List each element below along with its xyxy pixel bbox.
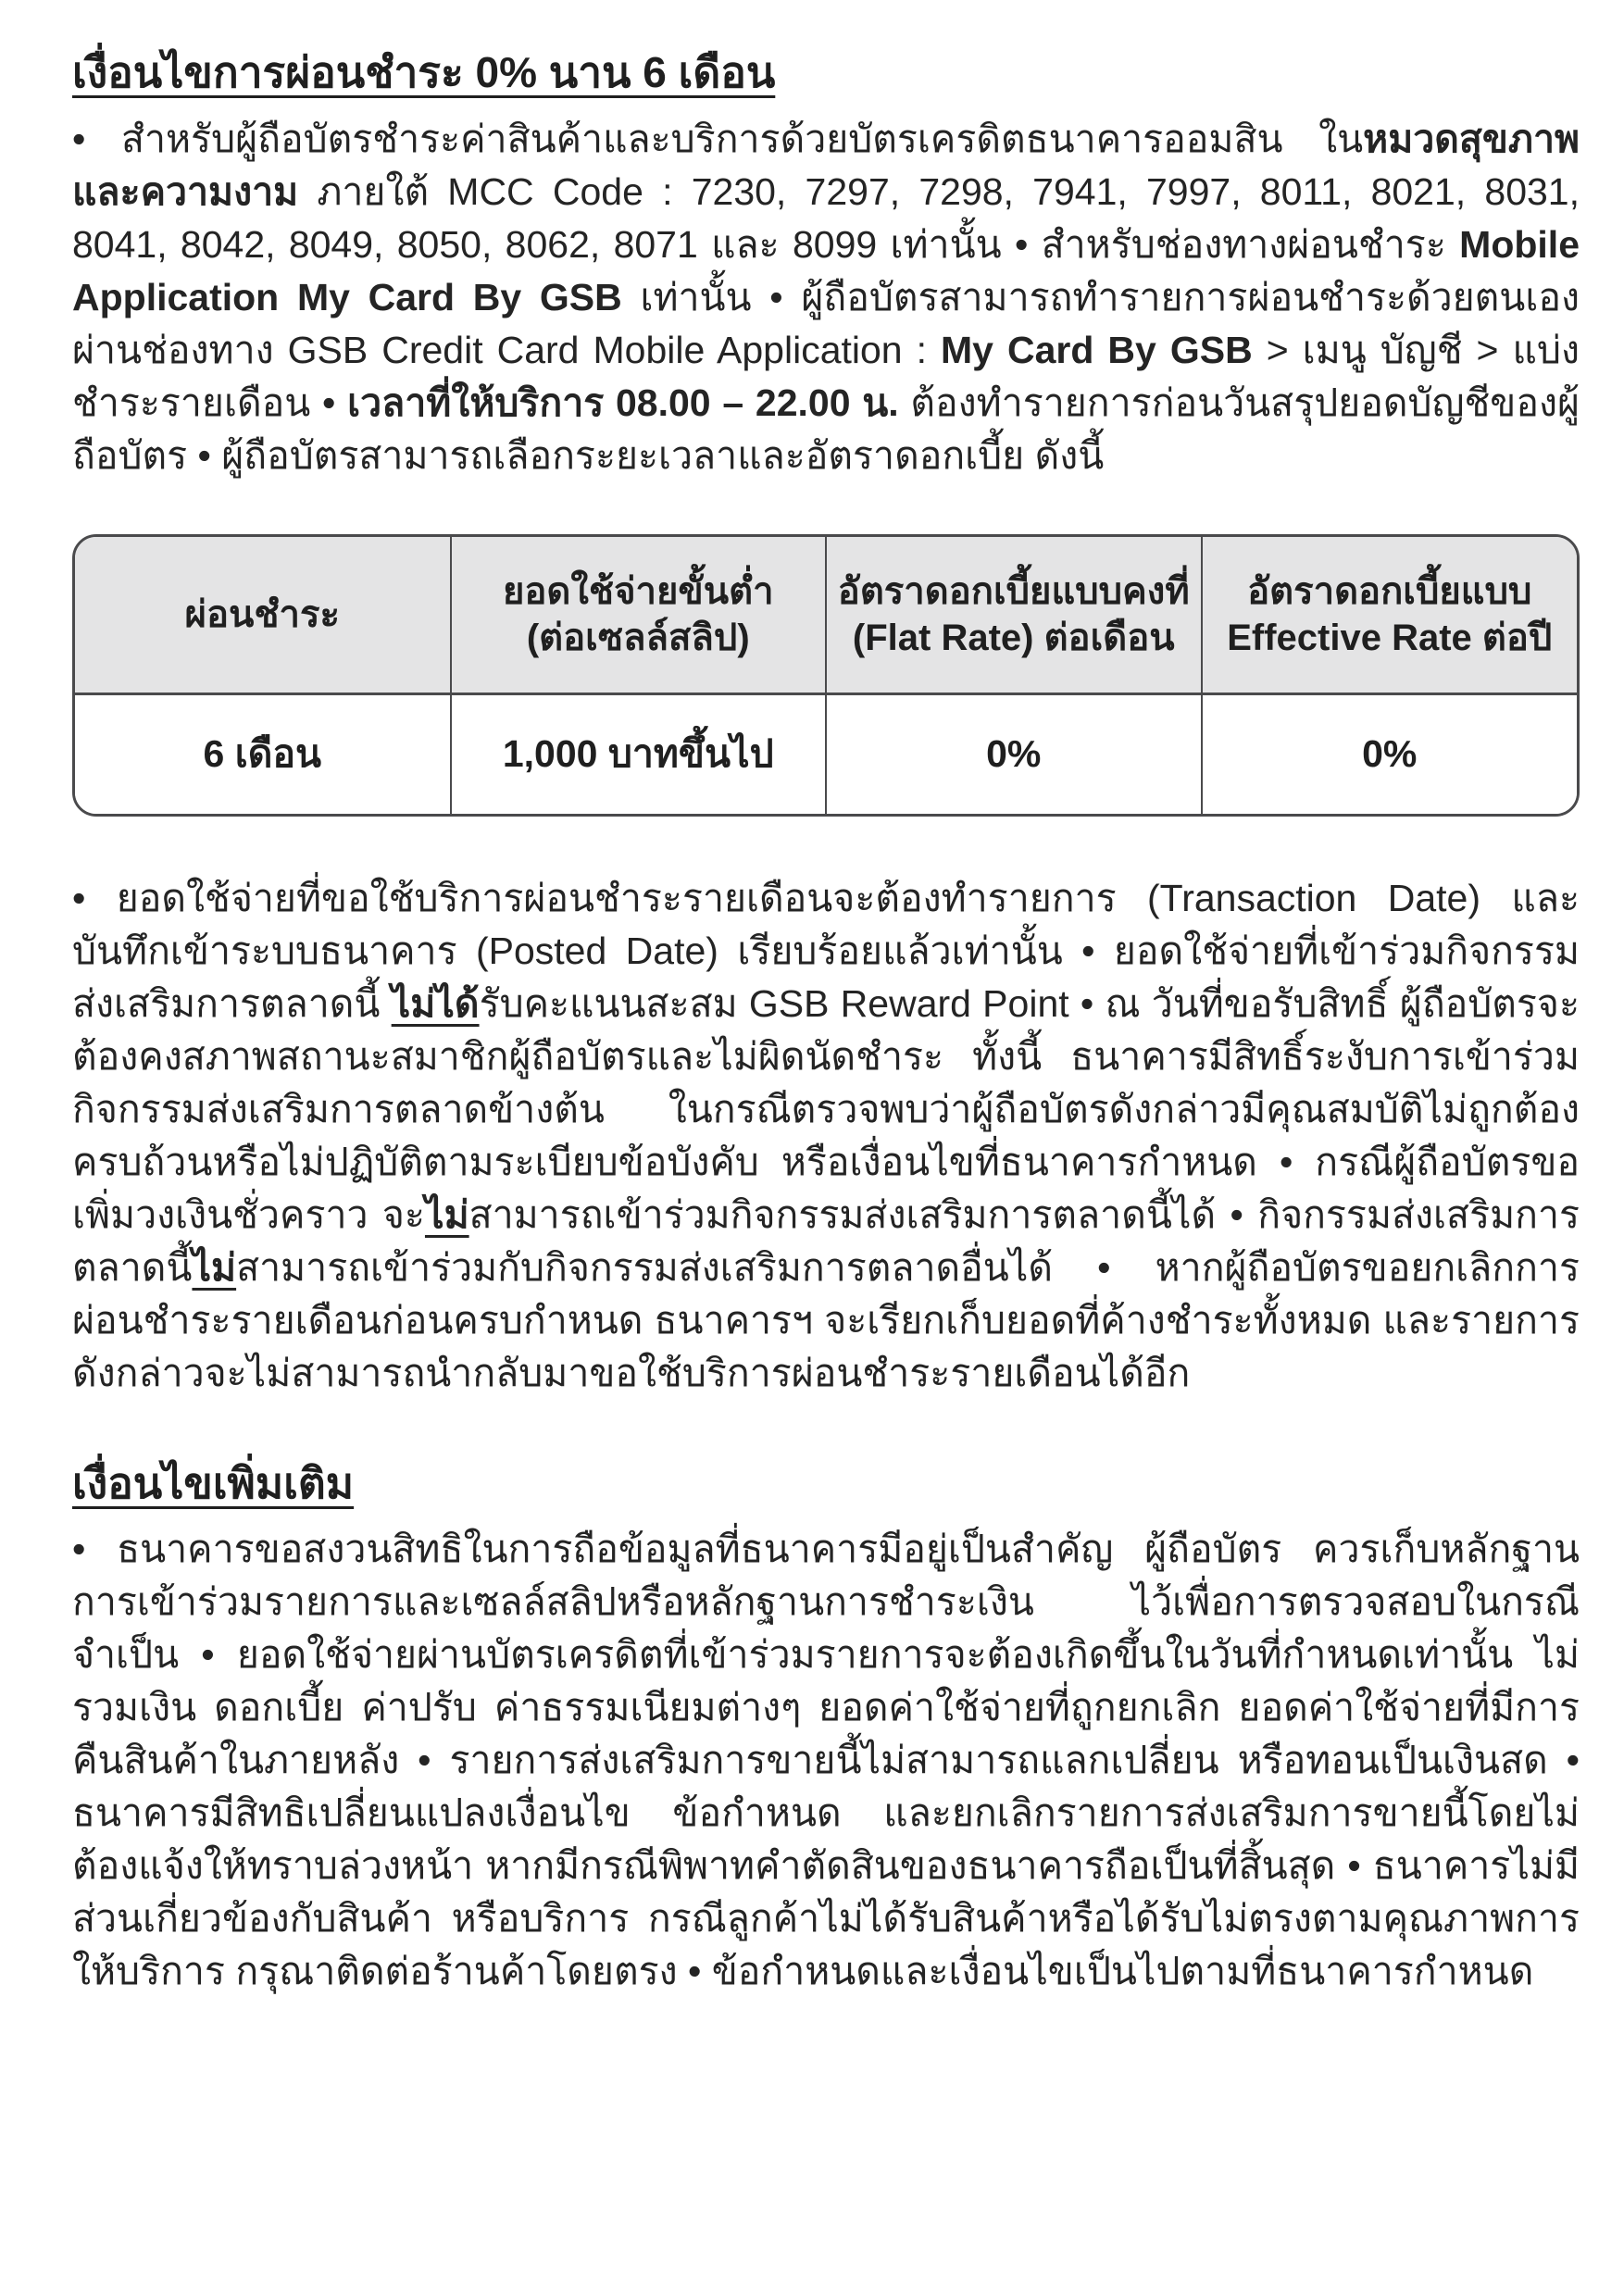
text-segment: • ยอดใช้จ่ายที่ขอใช้บริการผ่อนชำระรายเดือนจะต้องทำรายการ (Transaction Date) และบันทึกเข้าระบบธนาคาร (Posted Date) เรียบร้อยแล้วเท่านั้น • ยอดใช้จ่ายที่เข้าร่วมกิจกรรมส่งเสริมการตลาดนี้ — [72, 876, 1580, 1025]
column-header-text: ยอดใช้จ่ายขั้นต่ำ — [502, 570, 774, 612]
column-header-text: อัตราดอกเบี้ยแบบคงที่ — [837, 570, 1190, 612]
additional-terms-paragraph — [72, 1523, 1580, 1998]
text-segment: ต้องทำรายการก่อนวันสรุปยอดบัญชีของผู้ถือบัตร • ผู้ถือบัตรสามารถเลือกระยะเวลาและอัตราดอกเบี้ย ดังนี้ — [72, 381, 1580, 477]
text-segment: เวลาที่ให้บริการ 08.00 – 22.00 น. — [347, 381, 899, 424]
text-segment: ไม่ — [192, 1245, 237, 1289]
cell-effective-rate: 0% — [1202, 693, 1578, 814]
additional-section-title — [72, 1457, 1580, 1511]
text-segment: • สำหรับผู้ถือบัตรชำระค่าสินค้าและบริการด้วยบัตรเครดิตธนาคารออมสิน ใน — [72, 117, 1364, 160]
column-header-text: ผ่อนชำระ — [184, 593, 340, 635]
text-segment: หมวดสุขภาพและความงาม — [72, 117, 1580, 213]
text-segment: สามารถเข้าร่วมกิจกรรมส่งเสริมการตลาดนี้ได้ • กิจกรรมส่งเสริมการตลาดนี้ — [72, 1192, 1580, 1289]
installment-rate-table — [72, 534, 1580, 817]
installment-section-title-text: เงื่อนไขการผ่อนชำระ 0% นาน 6 เดือน — [72, 48, 776, 96]
text-segment: Mobile Application My Card By GSB — [72, 222, 1580, 318]
cell-period: 6 เดือน — [75, 693, 451, 814]
column-header-text: (Flat Rate) ต่อเดือน — [852, 617, 1175, 658]
rate-table-data-row — [75, 693, 1577, 814]
text-segment: > เมนู บัญชี > แบ่งชำระรายเดือน • — [72, 328, 1580, 424]
text-segment: รับคะแนนสะสม GSB Reward Point • ณ วันที่ขอรับสิทธิ์ ผู้ถือบัตรจะต้องคงสภาพสถานะสมาชิกผู้ถือบัตรและไม่ผิดนัดชำระ ทั้งนี้ ธนาคารมีสิทธิ์ระงับการเข้าร่วมกิจกรรมส่งเสริมการตลาดข้างต้น ในกรณีตรวจพบว่าผู้ถือบัตรดังกล่าวมีคุณสมบัติไม่ถูกต้องครบถ้วนหรือไม่ปฏิบัติตามระเบียบข้อบังคับ หรือเงื่อนไขที่ธนาคารกำหนด • กรณีผู้ถือบัตรขอเพิ่มวงเงินชั่วคราว จะ — [72, 981, 1580, 1236]
column-header-effective-rate — [1202, 537, 1578, 694]
text-segment: My Card By GSB — [941, 328, 1253, 371]
additional-section-title-text: เงื่อนไขเพิ่มเติม — [72, 1458, 355, 1507]
text-segment: ภายใต้ MCC Code : 7230, 7297, 7298, 7941, 7997, 8011, 8021, 8031, 8041, 8042, 8049, 8050, 8062, 8071 และ 8099 เท่านั้น • สำหรับช่องทางผ่อนชำระ — [72, 169, 1580, 266]
column-header-text: Effective Rate ต่อปี — [1227, 617, 1553, 658]
column-header-flat-rate — [826, 537, 1202, 694]
installment-section-title — [72, 46, 1580, 100]
conditions-paragraph — [72, 872, 1580, 1400]
text-segment: ไม่ — [424, 1192, 469, 1236]
column-header-text: (ต่อเซลล์สลิป) — [526, 617, 750, 658]
text-segment: • ธนาคารขอสงวนสิทธิในการถือข้อมูลที่ธนาคารมีอยู่เป็นสำคัญ ผู้ถือบัตร ควรเก็บหลักฐานการเข้าร่วมรายการและเซลล์สลิปหรือหลักฐานการชำระเงิน ไว้เพื่อการตรวจสอบในกรณีจำเป็น • ยอดใช้จ่ายผ่านบัตรเครดิตที่เข้าร่วมรายการจะต้องเกิดขึ้นในวันที่กำหนดเท่านั้น ไม่รวมเงิน ดอกเบี้ย ค่าปรับ ค่าธรรมเนียมต่างๆ ยอดค่าใช้จ่ายที่ถูกยกเลิก ยอดค่าใช้จ่ายที่มีการคืนสินค้าในภายหลัง • รายการส่งเสริมการขายนี้ไม่สามารถแลกเปลี่ยน หรือทอนเป็นเงินสด • ธนาคารมีสิทธิเปลี่ยนแปลงเงื่อนไข ข้อกำหนด และยกเลิกรายการส่งเสริมการขายนี้โดยไม่ต้องแจ้งให้ทราบล่วงหน้า หากมีกรณีพิพาทคำตัดสินของธนาคารถือเป็นที่สิ้นสุด • ธนาคารไม่มีส่วนเกี่ยวข้องกับสินค้า หรือบริการ กรณีลูกค้าไม่ได้รับสินค้าหรือได้รับไม่ตรงตามคุณภาพการให้บริการ กรุณาติดต่อร้านค้าโดยตรง • ข้อกำหนดและเงื่อนไขเป็นไปตามที่ธนาคารกำหนด — [72, 1528, 1580, 1992]
column-header-period — [75, 537, 451, 694]
rate-table-header-row — [75, 537, 1577, 694]
installment-terms-paragraph — [72, 113, 1580, 482]
column-header-text: อัตราดอกเบี้ยแบบ — [1247, 570, 1532, 612]
column-header-min-spend — [451, 537, 827, 694]
text-segment: ไม่ได้ — [391, 981, 480, 1025]
text-segment: สามารถเข้าร่วมกับกิจกรรมส่งเสริมการตลาดอื่นได้ • หากผู้ถือบัตรขอยกเลิกการผ่อนชำระรายเดือนก่อนครบกำหนด ธนาคารฯ จะเรียกเก็บยอดที่ค้างชำระทั้งหมด และรายการดังกล่าวจะไม่สามารถนำกลับมาขอใช้บริการผ่อนชำระรายเดือนได้อีก — [72, 1245, 1580, 1394]
cell-flat-rate: 0% — [826, 693, 1202, 814]
text-segment: เท่านั้น • ผู้ถือบัตรสามารถทำรายการผ่อนชำระด้วยตนเองผ่านช่องทาง GSB Credit Card Mobile Application : — [72, 275, 1580, 371]
cell-min-spend: 1,000 บาทขึ้นไป — [451, 693, 827, 814]
